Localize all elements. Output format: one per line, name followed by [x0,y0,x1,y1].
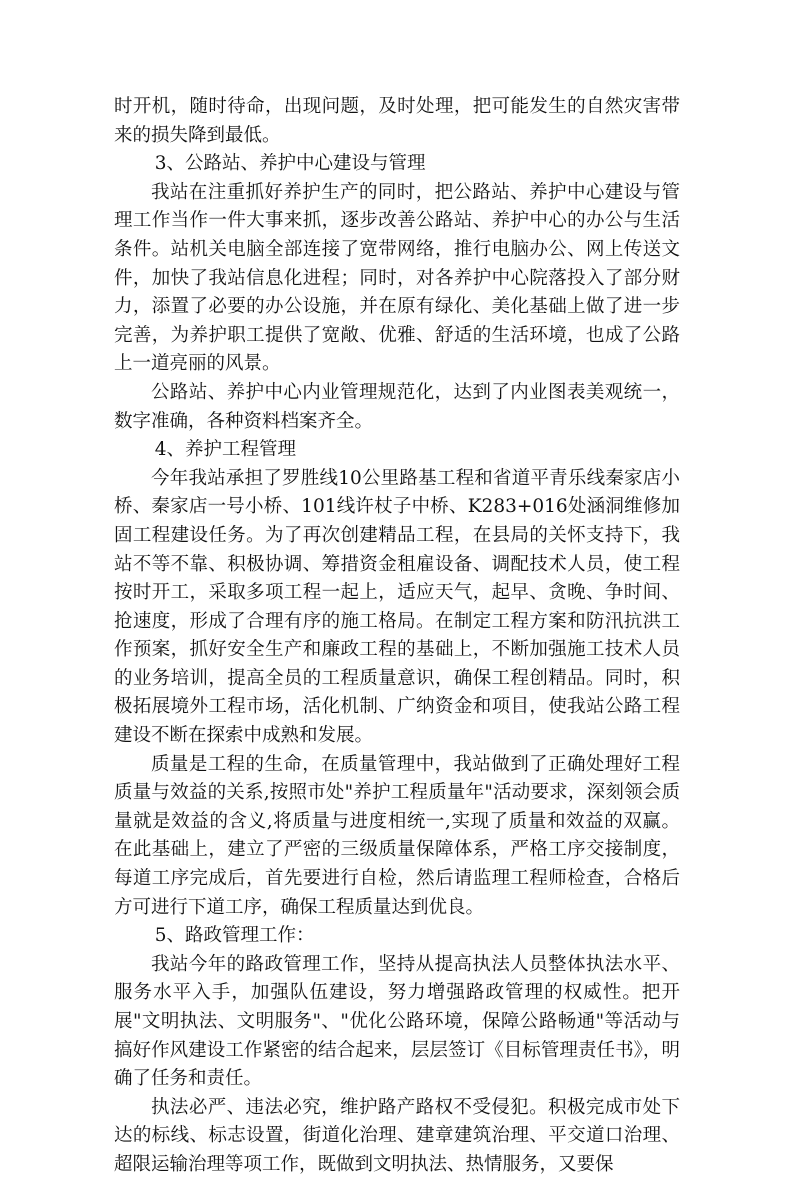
paragraph: 我站在注重抓好养护生产的同时，把公路站、养护中心建设与管理工作当作一件大事来抓，逐步改善公路站、养护中心的办公与生活条件。站机关电脑全部连接了宽带网络，推行电脑办公、网上传送文件，加快了我站信息化进程；同时，对各养护中心院落投入了部分财力，添置了必要的办公设施，并在原有绿化、美化基础上做了进一步完善，为养护职工提供了宽敞、优雅、舒适的生活环境，也成了公路上一道亮丽的风景。 [114,181,680,375]
section-heading-4: 4、养护工程管理 [154,439,296,461]
paragraph: 今年我站承担了罗胜线10公里路基工程和省道平青乐线秦家店小桥、秦家店一号小桥、101线许杖子中桥、K283+016处涵洞维修加固工程建设任务。为了再次创建精品工程，在县局的关怀支持下，我站不等不靠、积极协调、筹措资金租雇设备、调配技术人员，使工程按时开工，采取多项工程一起上，适应天气，起早、贪晚、争时间、抢速度，形成了合理有序的施工格局。在制定工程方案和防汛抗洪工作预案，抓好安全生产和廉政工程的基础上，不断加强施工技术人员的业务培训，提高全员的工程质量意识，确保工程创精品。同时，积极拓展境外工程市场，活化机制、广纳资金和项目，使我站公路工程建设不断在探索中成熟和发展。 [114,467,680,747]
document-page [114,93,680,1180]
paragraph: 执法必严、违法必究，维护路产路权不受侵犯。积极完成市处下达的标线、标志设置，街道化治理、建章建筑治理、平交道口治理、超限运输治理等项工作，既做到文明执法、热情服务，又要保 [114,1096,680,1175]
section-heading-5: 5、路政管理工作： [154,925,315,947]
section-heading-3: 3、公路站、养护中心建设与管理 [154,153,426,175]
paragraph: 公路站、养护中心内业管理规范化，达到了内业图表美观统一，数字准确，各种资料档案齐全。 [114,381,680,432]
paragraph: 质量是工程的生命，在质量管理中，我站做到了正确处理好工程质量与效益的关系,按照市处"养护工程质量年"活动要求，深刻领会质量就是效益的含义,将质量与进度相统一,实现了质量和效益的双赢。在此基础上，建立了严密的三级质量保障体系，严格工序交接制度，每道工序完成后，首先要进行自检，然后请监理工程师检查，合格后方可进行下道工序，确保工程质量达到优良。 [114,753,680,918]
paragraph: 我站今年的路政管理工作，坚持从提高执法人员整体执法水平、服务水平入手，加强队伍建设，努力增强路政管理的权威性。把开展"文明执法、文明服务"、"优化公路环境，保障公路畅通"等活动与搞好作风建设工作紧密的结合起来，层层签订《目标管理责任书》，明确了任务和责任。 [114,953,680,1090]
paragraph-continuation: 时开机，随时待命，出现问题，及时处理，把可能发生的自然灾害带来的损失降到最低。 [114,96,680,146]
